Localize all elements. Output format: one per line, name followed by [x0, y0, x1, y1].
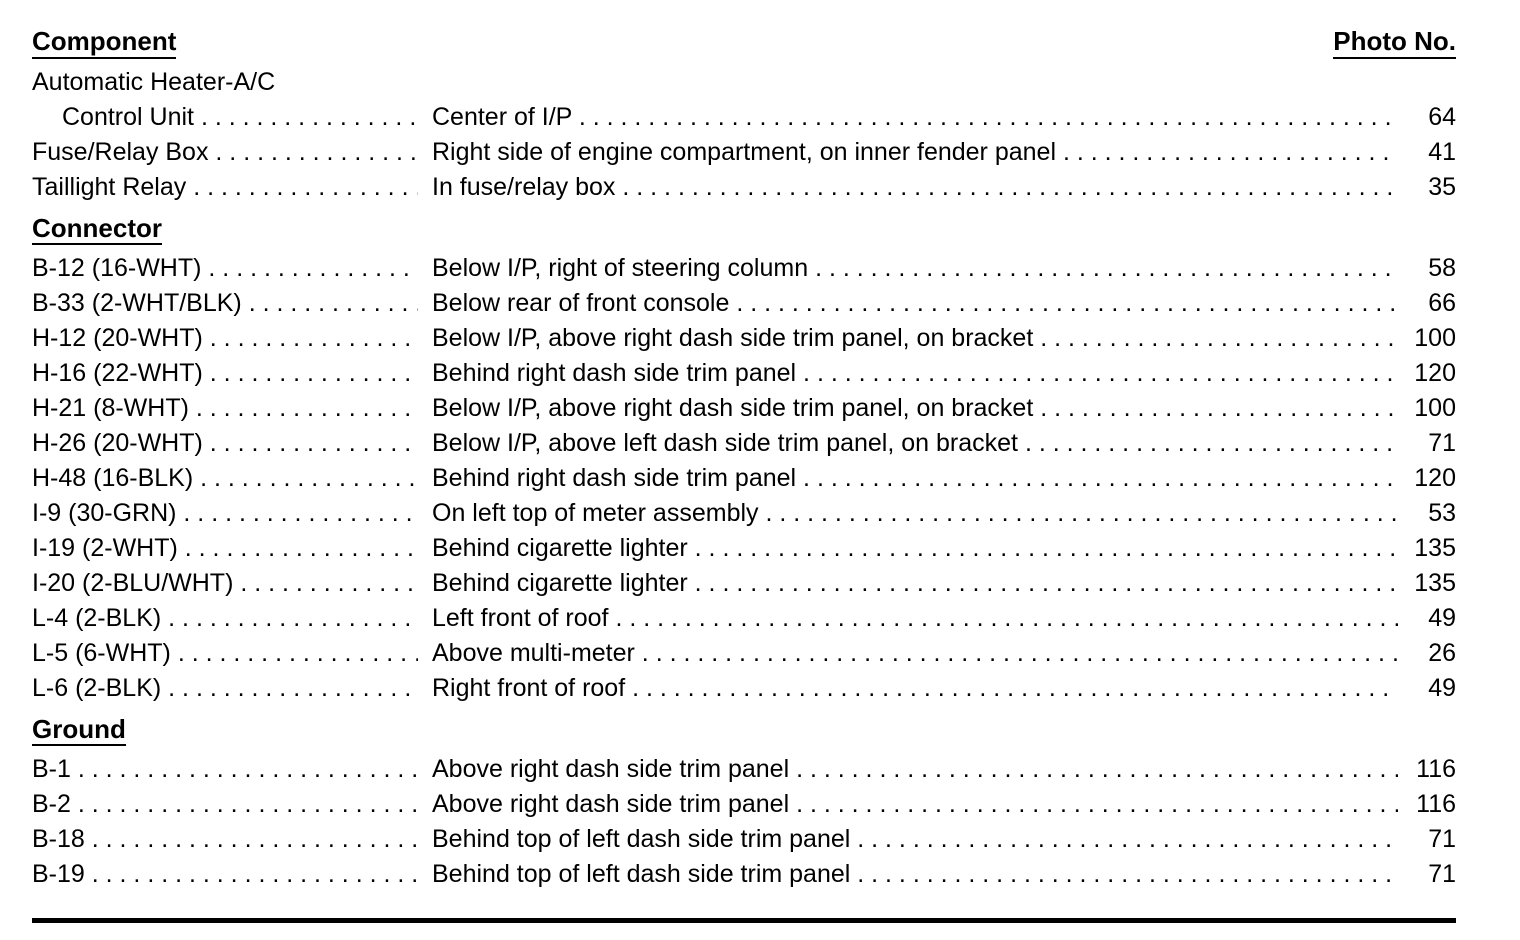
photo-number: 135	[1414, 569, 1456, 597]
connector-location: Below I/P, above right dash side trim panel, on bracket . . .	[432, 321, 1398, 356]
connector-section-header	[32, 213, 1456, 251]
connector-name: B-33 (2-WHT/BLK) . . .	[32, 286, 418, 321]
table-row	[32, 752, 1456, 787]
table-header	[32, 25, 1456, 61]
photo-number: 49	[1428, 674, 1456, 702]
table-row	[32, 857, 1456, 892]
photo-number: 100	[1414, 324, 1456, 352]
ground-section-header	[32, 714, 1456, 752]
connector-name: L-6 (2-BLK) . . .	[32, 671, 418, 706]
connector-name: I-19 (2-WHT) . . .	[32, 531, 418, 566]
table-row	[32, 321, 1456, 356]
table-row	[32, 170, 1456, 205]
connector-name: L-4 (2-BLK) . . .	[32, 601, 418, 636]
photo-number: 53	[1428, 499, 1456, 527]
connector-location: Below rear of front console . . .	[432, 286, 1398, 321]
photo-number: 49	[1428, 604, 1456, 632]
ground-list	[32, 752, 1456, 892]
table-row	[32, 601, 1456, 636]
table-row	[32, 496, 1456, 531]
photo-number: 116	[1416, 790, 1456, 818]
component-location: In fuse/relay box . . .	[432, 170, 1398, 205]
connector-name: H-21 (8-WHT) . . .	[32, 391, 418, 426]
connector-location: Right front of roof . . .	[432, 671, 1398, 706]
connector-location: Below I/P, above right dash side trim panel, on bracket . . .	[432, 391, 1398, 426]
table-row	[32, 251, 1456, 286]
table-row	[32, 391, 1456, 426]
component-name: Taillight Relay . . .	[32, 170, 418, 205]
connector-location: Behind cigarette lighter . . .	[432, 531, 1398, 566]
connector-section-title: Connector	[32, 213, 162, 243]
connector-name: H-12 (20-WHT) . . .	[32, 321, 418, 356]
table-row	[32, 787, 1456, 822]
component-name: Control Unit . . .	[32, 100, 418, 135]
component-location: Right side of engine compartment, on inner fender panel . . .	[432, 135, 1398, 170]
ground-name: B-19 . . .	[32, 857, 418, 892]
photo-number: 100	[1414, 394, 1456, 422]
connector-name: H-16 (22-WHT) . . .	[32, 356, 418, 391]
photo-number-column-header: Photo No.	[1333, 25, 1456, 59]
table-row	[32, 671, 1456, 706]
photo-number: 35	[1428, 173, 1456, 201]
connector-name: I-9 (30-GRN) . . .	[32, 496, 418, 531]
connector-list	[32, 251, 1456, 706]
ground-location: Above right dash side trim panel . . .	[432, 752, 1398, 787]
component-column-header: Component	[32, 25, 176, 59]
photo-number: 26	[1428, 639, 1456, 667]
photo-number: 120	[1414, 464, 1456, 492]
table-row	[32, 461, 1456, 496]
connector-location: Behind right dash side trim panel . . .	[432, 461, 1398, 496]
ground-section-title: Ground	[32, 714, 126, 744]
component-name: Fuse/Relay Box . . .	[32, 135, 418, 170]
table-row	[32, 286, 1456, 321]
connector-name: L-5 (6-WHT) . . .	[32, 636, 418, 671]
table-row	[32, 356, 1456, 391]
component-location: Center of I/P . . .	[432, 100, 1398, 135]
table-row	[32, 426, 1456, 461]
connector-location: Below I/P, right of steering column . . .	[432, 251, 1398, 286]
photo-number: 41	[1428, 138, 1456, 166]
ground-location: Behind top of left dash side trim panel . . .	[432, 822, 1398, 857]
connector-location: On left top of meter assembly . . .	[432, 496, 1398, 531]
photo-number: 58	[1428, 254, 1456, 282]
connector-location: Behind right dash side trim panel . . .	[432, 356, 1398, 391]
component-location-index	[32, 25, 1456, 892]
table-row	[32, 566, 1456, 601]
photo-number: 71	[1428, 860, 1456, 888]
table-row	[32, 100, 1456, 135]
connector-location: Behind cigarette lighter . . .	[432, 566, 1398, 601]
connector-name: B-12 (16-WHT) . . .	[32, 251, 418, 286]
ground-name: B-2 . . .	[32, 787, 418, 822]
ground-name: B-18 . . .	[32, 822, 418, 857]
photo-number: 64	[1428, 103, 1456, 131]
multiline-component-name: Automatic Heater-A/C	[32, 68, 276, 96]
photo-number: 116	[1416, 755, 1456, 783]
connector-location: Left front of roof . . .	[432, 601, 1398, 636]
table-row	[32, 822, 1456, 857]
photo-number: 71	[1428, 429, 1456, 457]
photo-number: 71	[1428, 825, 1456, 853]
components-section	[32, 65, 1456, 205]
photo-number: 120	[1414, 359, 1456, 387]
connector-name: H-26 (20-WHT) . . .	[32, 426, 418, 461]
connector-location: Above multi-meter . . .	[432, 636, 1398, 671]
ground-location: Above right dash side trim panel . . .	[432, 787, 1398, 822]
table-row	[32, 135, 1456, 170]
bottom-rule-divider	[32, 918, 1456, 923]
photo-number: 135	[1414, 534, 1456, 562]
connector-name: H-48 (16-BLK) . . .	[32, 461, 418, 496]
ground-location: Behind top of left dash side trim panel . . .	[432, 857, 1398, 892]
connector-name: I-20 (2-BLU/WHT) . . .	[32, 566, 418, 601]
connector-location: Below I/P, above left dash side trim panel, on bracket . . .	[432, 426, 1398, 461]
table-row	[32, 531, 1456, 566]
photo-number: 66	[1428, 289, 1456, 317]
ground-name: B-1 . . .	[32, 752, 418, 787]
table-row	[32, 636, 1456, 671]
